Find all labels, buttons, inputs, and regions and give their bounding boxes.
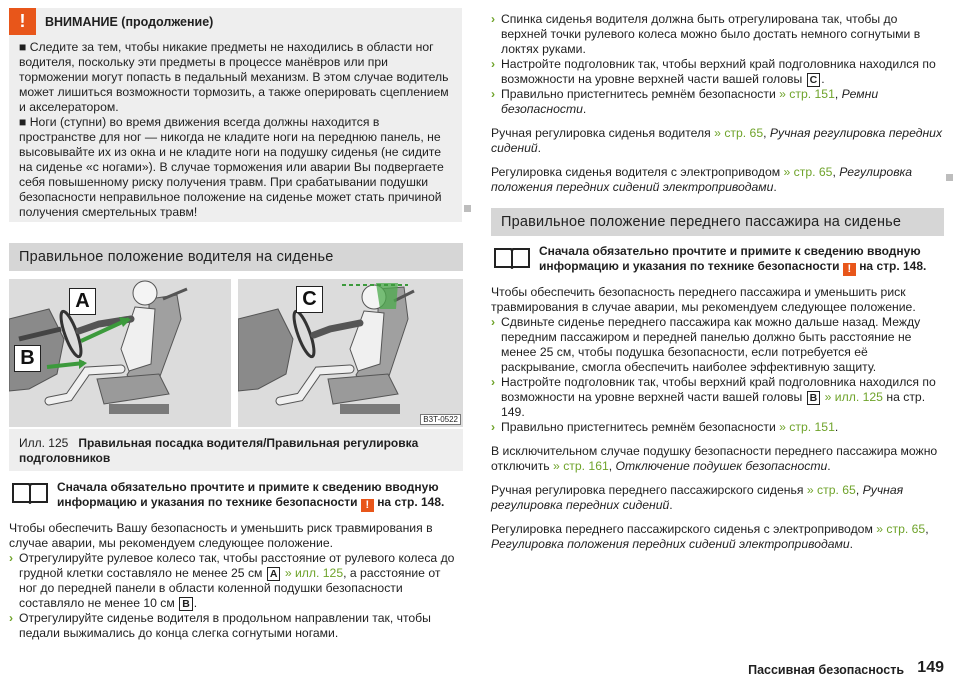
ref-link[interactable]: » стр. 161 (553, 459, 609, 473)
right-bullet-2: › Настройте подголовник так, чтобы верхний край подголовника находился по возможности на уровне верхней части вашей головы C . (491, 57, 936, 86)
ref-link[interactable]: » стр. 65 (806, 483, 856, 497)
warning-item: ■ Следите за тем, чтобы никакие предметы не находились в области ног водителя, поскольку эти предметы в процессе манёвров или при торможении могут попасть в педальный механизм. В этом случае водитель может лишиться возможности тормозить, а также оперировать сцеплением и акселератором. (19, 40, 449, 114)
ref-link[interactable]: » илл. 125 (824, 390, 883, 404)
passenger-bullet-2: › Настройте подголовник так, чтобы верхний край подголовника находился по возможности на уровне верхней части вашей головы B » илл. 125 на стр. 149. (491, 375, 936, 419)
driver-bullet-1: › Отрегулируйте рулевое колесо так, чтобы расстояние от рулевого колеса до грудной клетки составляло не менее 25 см A » илл. 125, а расстояние от ног до передней панели в области коленной подушки безопасности составляло не менее 10 см B . (9, 551, 455, 610)
driver-seat-illustration (9, 279, 231, 427)
bullet-chevron-icon: › (491, 375, 496, 389)
figure-panel-left (9, 279, 231, 427)
section-heading-driver: Правильное положение водителя на сиденье (9, 243, 463, 271)
section-end-marker (464, 205, 471, 212)
warning-mini-icon: ! (843, 263, 856, 276)
warning-mini-icon: ! (361, 499, 374, 512)
figure-label-a: A (69, 288, 96, 315)
right-bullet-3: › Правильно пристегнитесь ремнём безопасности » стр. 151, Ремни безопасности. (491, 87, 879, 116)
bullet-chevron-icon: › (491, 315, 496, 329)
passenger-bullet-3: › Правильно пристегнитесь ремнём безопасности » стр. 151. (491, 420, 839, 434)
label-b-badge: B (807, 391, 821, 405)
warning-title: ВНИМАНИЕ (продолжение) (45, 15, 214, 29)
page-number: 149 (917, 659, 944, 676)
bullet-chevron-icon: › (491, 12, 496, 26)
label-b-badge: B (179, 597, 193, 611)
ref-link[interactable]: » стр. 151 (779, 87, 835, 101)
notice-page-ref[interactable]: на стр. 148. (859, 259, 927, 273)
warning-body (19, 40, 457, 220)
passenger-para-2: Ручная регулировка переднего пассажирского сиденья » стр. 65, Ручная регулировка передних сидений. (491, 483, 904, 512)
footer-section-title: Пассивная безопасность (748, 663, 904, 677)
passenger-body (491, 285, 943, 552)
section-heading-passenger: Правильное положение переднего пассажира на сиденье (491, 208, 944, 236)
label-c-badge: C (807, 73, 821, 87)
label-a-badge: A (267, 567, 281, 581)
passenger-bullet-1: › Сдвиньте сиденье переднего пассажира как можно дальше назад. Между передним пассажиром и передней панелью должно быть расстояние не менее 25 см, чтобы подушка безопасности, если потребуется её раскрывание, смогла обеспечить наиболее эффективную защиту. (491, 315, 921, 374)
notice-text: Сначала обязательно прочтите и примите к сведению вводную информацию и указания по технике безопасности (57, 480, 439, 509)
ref-link[interactable]: » стр. 65 (714, 126, 764, 140)
bullet-chevron-icon: › (491, 87, 496, 101)
figure-label-b: B (14, 345, 41, 372)
notice-passenger (491, 243, 946, 277)
bullet-chevron-icon: › (9, 551, 14, 565)
bullet-chevron-icon: › (491, 57, 496, 71)
bullet-chevron-icon: › (491, 420, 496, 434)
ref-link[interactable]: » илл. 125 (284, 566, 344, 580)
notice-text: Сначала обязательно прочтите и примите к сведению вводную информацию и указания по технике безопасности (539, 244, 921, 273)
passenger-intro: Чтобы обеспечить безопасность переднего пассажира и уменьшить риск травмирования в случае аварии, мы рекомендуем следующее положение. (491, 285, 916, 314)
book-icon (11, 482, 49, 504)
right-bullet-1: › Спинка сиденья водителя должна быть отрегулирована так, чтобы до верхней точки рулевого колеса можно было достать немного согнутыми в локтях руками. (491, 12, 921, 56)
ref-link[interactable]: » стр. 151 (779, 420, 835, 434)
figure-code: B3T-0522 (420, 414, 461, 425)
figure-label-c: C (296, 286, 323, 313)
passenger-para-1: В исключительном случае подушку безопасности переднего пассажира можно отключить » стр. 161, Отключение подушек безопасности. (491, 444, 938, 473)
warning-icon: ! (9, 8, 36, 35)
book-icon (493, 247, 531, 269)
right-para-2: Регулировка сиденья водителя с электроприводом » стр. 65, Регулировка положения передних сидений электроприводами. (491, 165, 913, 194)
notice-driver (9, 478, 463, 512)
warning-item: ■ Ноги (ступни) во время движения всегда должны находится в пространстве для ног — никогда не кладите ноги на переднюю панель, не высовывайте их из окна и не кладите ноги на подушку сиденья (не сидите на сиденье «с ногами»). В случае торможения или аварии Вы подвергаете себя повышенному риску получения травм. При срабатывании подушки безопасности неправильное положение на сиденье может стать причиной получения смертельных травм! (19, 115, 444, 219)
right-para-1: Ручная регулировка сиденья водителя » стр. 65, Ручная регулировка передних сидений. (491, 126, 943, 155)
caption-number: Илл. 125 (19, 436, 69, 450)
caption-text: Правильная посадка водителя/Правильная регулировка подголовников (19, 436, 419, 465)
warning-box (9, 8, 462, 222)
driver-intro: Чтобы обеспечить Вашу безопасность и уменьшить риск травмирования в случае аварии, мы рекомендуем следующее положение. (9, 521, 433, 550)
section-end-marker (946, 174, 953, 181)
ref-link[interactable]: » стр. 65 (783, 165, 833, 179)
driver-body (9, 521, 461, 641)
driver-bullet-2: › Отрегулируйте сиденье водителя в продольном направлении так, чтобы педали выжимались до конца слегка согнутыми ногами. (9, 611, 431, 640)
bullet-chevron-icon: › (9, 611, 14, 625)
headrest-illustration (238, 279, 463, 427)
figure-caption (9, 429, 463, 471)
right-top-body (491, 12, 943, 195)
notice-page-ref[interactable]: на стр. 148. (377, 495, 445, 509)
passenger-para-3: Регулировка переднего пассажирского сиденья с электроприводом » стр. 65, Регулировка положения передних сидений электроприводами. (491, 522, 929, 551)
figure-panel-right (238, 279, 463, 427)
ref-link[interactable]: » стр. 65 (876, 522, 926, 536)
